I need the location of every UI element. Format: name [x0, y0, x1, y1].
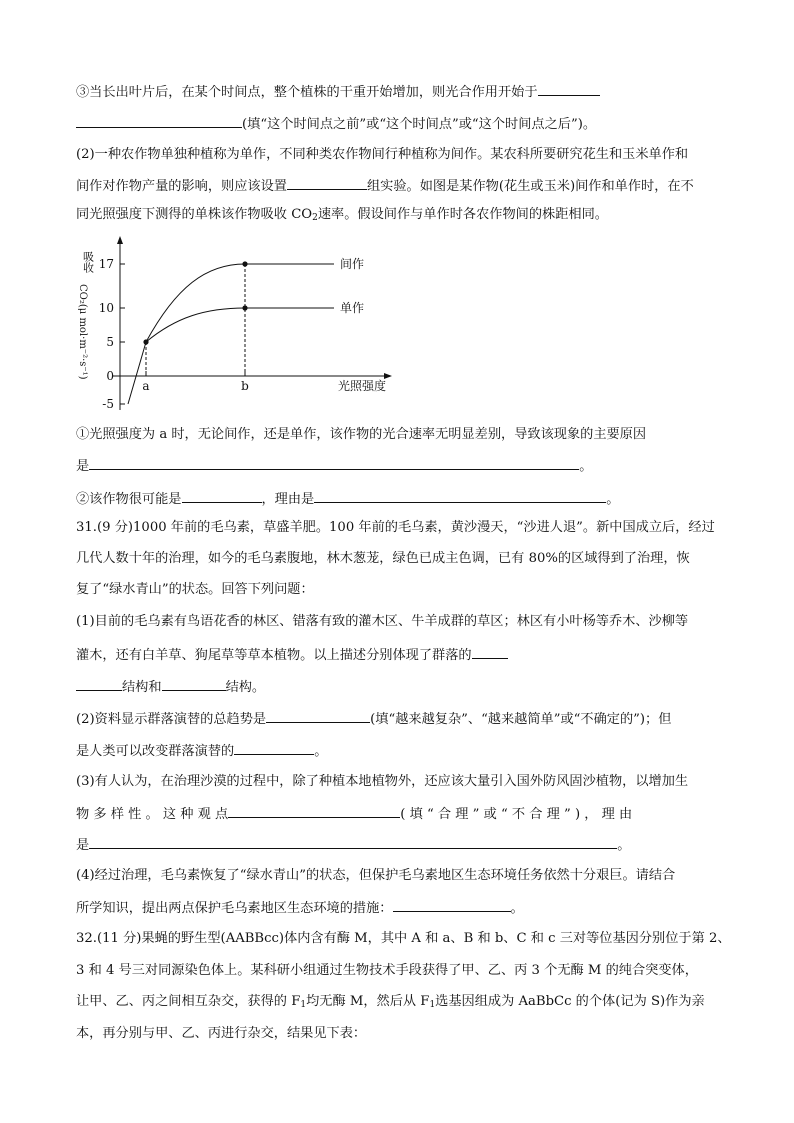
- series-intercrop-line: [146, 264, 334, 342]
- point-intercrop-b: [242, 261, 247, 266]
- answer-blank[interactable]: [314, 488, 606, 503]
- co2-absorption-chart: [76, 232, 396, 416]
- y-tick-label: 5: [106, 335, 114, 349]
- y-axis-arrow: [117, 236, 123, 244]
- answer-blank[interactable]: [89, 455, 579, 470]
- answer-blank[interactable]: [393, 897, 511, 912]
- q31-intro-line2: 几代人数十年的治理，如今的毛乌素腹地，林木葱茏，绿色已成主色调，已有 80%的区域得到了治理，恢: [76, 551, 690, 566]
- q32-line3: 让甲、乙、丙之间相互杂交，获得的 $F_1$均无酶 M，然后从 $F_1$选基因组成为 AaBbCc 的个体(记为 S)作为亲: [76, 994, 705, 1010]
- q30-item1-line2: 是 。: [76, 455, 592, 477]
- q31-p1-line3: 结构和 结构。: [76, 676, 265, 698]
- q31-p2-line2: 是人类可以改变群落演替的 。: [76, 740, 327, 762]
- answer-blank[interactable]: [234, 740, 314, 755]
- q31-p3-line1: (3)有人认为，在治理沙漠的过程中，除了种植本地植物外，还应该大量引入国外防风固沙植物，以增加生: [76, 774, 689, 789]
- series-shared-segment: [128, 342, 146, 404]
- answer-blank[interactable]: [287, 175, 367, 190]
- q31-intro-line1: 31.(9 分)1000 年前的毛乌素，草盛羊肥。100 年前的毛乌素，黄沙漫天，“沙进人退”。新中国成立后，经过: [76, 520, 715, 535]
- q30-item3-line2: (填“这个时间点之前”或“这个时间点”或“这个时间点之后”)。: [76, 113, 596, 135]
- q31-p4-line2: 所学知识，提出两点保护毛乌素地区生态环境的措施： 。: [76, 897, 524, 919]
- series-label-monocrop: 单作: [340, 301, 365, 315]
- q31-p1-line2: 灌木，还有白羊草、狗尾草等草本植物。以上描述分别体现了群落的: [76, 644, 508, 666]
- x-axis-label: 光照强度: [337, 379, 387, 393]
- y-tick-label: 10: [98, 301, 114, 315]
- q31-p3-line2: 物 多 样 性 。 这 种 观 点 ( 填 “ 合 理 ” 或 “ 不 合 理 ” ) ， 理 由: [76, 803, 632, 825]
- q32-line1: 32.(11 分)果蝇的野生型(AABBcc)体内含有酶 M，其中 A 和 a、B 和 b、C 和 c 三对等位基因分别位于第 2、: [76, 931, 731, 946]
- y-tick-label: 17: [98, 257, 114, 271]
- x-tick-label: a: [142, 379, 150, 393]
- y-tick-label: -5: [102, 397, 114, 411]
- point-a: [143, 339, 148, 344]
- q32-line4: 本，再分别与甲、乙、丙进行杂交，结果见下表：: [76, 1026, 367, 1041]
- x-tick-label: b: [241, 379, 249, 393]
- answer-blank[interactable]: [76, 676, 122, 691]
- answer-blank[interactable]: [472, 644, 508, 659]
- series-monocrop-line: [146, 308, 334, 342]
- answer-blank[interactable]: [162, 676, 226, 691]
- q31-p4-line1: (4)经过治理，毛乌素恢复了“绿水青山”的状态，但保护毛乌素地区生态环境任务依然十分艰巨。请结合: [76, 868, 676, 883]
- q30-part2-line2: 间作对作物产量的影响，则应该设置 组实验。如图是某作物(花生或玉米)间作和单作时，在不: [76, 175, 694, 197]
- answer-blank[interactable]: [228, 803, 400, 818]
- point-monocrop-b: [242, 305, 247, 310]
- q30-part2-line1: (2)一种农作物单独种植称为单作，不同种类农作物间行种植称为间作。某农科所要研究花生和玉米单作和: [76, 147, 689, 162]
- q30-part2-line3: 同光照强度下测得的单株该作物吸收 $CO_2$速率。假设间作与单作时各农作物间的株距相同。: [76, 207, 608, 223]
- q30-item1-line1: ①光照强度为 a 时，无论间作，还是单作，该作物的光合速率无明显差别，导致该现象的主要原因: [76, 427, 647, 442]
- answer-blank[interactable]: [182, 488, 262, 503]
- answer-blank[interactable]: [266, 708, 370, 723]
- y-tick-label: 0: [106, 369, 114, 383]
- answer-blank[interactable]: [76, 113, 242, 128]
- series-label-intercrop: 间作: [340, 257, 365, 271]
- y-axis-label-top: 吸收: [81, 251, 95, 273]
- answer-blank[interactable]: [89, 834, 617, 849]
- q31-intro-line3: 复了“绿水青山”的状态。回答下列问题：: [76, 582, 314, 597]
- y-axis-label-unit: CO₂(μ mol·m⁻²·s⁻¹): [77, 284, 88, 380]
- q30-item3-line1: ③当长出叶片后，在某个时间点，整个植株的干重开始增加，则光合作用开始于: [76, 81, 600, 103]
- q31-p2-line1: (2)资料显示群落演替的总趋势是 (填“越来越复杂”、“越来越简单”或“不确定的”)；但: [76, 708, 671, 730]
- answer-blank[interactable]: [538, 81, 600, 96]
- q31-p1-line1: (1)目前的毛乌素有鸟语花香的林区、错落有致的灌木区、牛羊成群的草区；林区有小叶杨等乔木、沙柳等: [76, 614, 689, 629]
- q32-line2: 3 和 4 号三对同源染色体上。某科研小组通过生物技术手段获得了甲、乙、丙 3 个无酶 M 的纯合突变体，: [76, 963, 698, 978]
- q30-item2-line: ②该作物很可能是 ，理由是 。: [76, 488, 619, 510]
- q31-p3-line3: 是 。: [76, 834, 630, 856]
